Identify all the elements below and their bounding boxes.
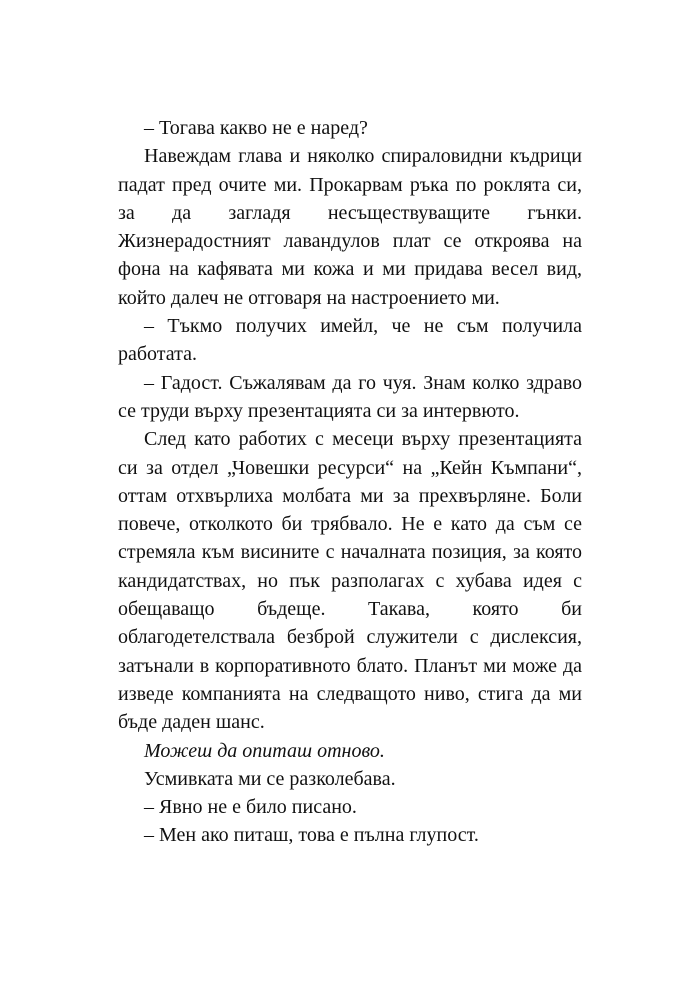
paragraph-9: – Мен ако питаш, това е пълна глупост.: [144, 824, 479, 847]
paragraph-3: – Тъкмо получих имейл, че не съм получила работата.: [118, 315, 582, 366]
book-page: [118, 114, 582, 850]
paragraph-6-italic-thought: Можеш да опиташ отново.: [144, 739, 385, 762]
paragraph-8: – Явно не е било писано.: [144, 796, 357, 819]
paragraph-4: – Гадост. Съжалявам да го чуя. Знам колко здраво се труди върху презентацията си за интервюто.: [118, 371, 582, 422]
paragraph-1: – Тогава какво не е наред?: [144, 117, 368, 139]
paragraph-5: След като работих с месеци върху презентацията си за отдел „Човешки ресурси“ на „Кейн Къмпани“, оттам отхвърлиха молбата ми за прехвърляне. Боли повече, отколкото би трябвало. Не е като да съм се стремяла към висините с началната позиция, за която кандидатствах, но пък разполагах с хубава идея с обещаващо бъдеще. Такава, която би облагодетелствала безброй служители с дислексия, затънали в корпоративното блато. Планът ми може да изведе компанията на следващото ниво, стига да ми бъде даден шанс.: [118, 428, 582, 734]
paragraph-2: Навеждам глава и няколко спираловидни къдрици падат пред очите ми. Прокарвам ръка по роклята си, за да загладя несъществуващите гънки. Жизнерадостният лавандулов плат се откроява на фона на кафявата ми кожа и ми придава весел вид, който далеч не отговаря на настроението ми.: [118, 145, 582, 309]
paragraph-7: Усмивката ми се разколебава.: [144, 767, 396, 790]
